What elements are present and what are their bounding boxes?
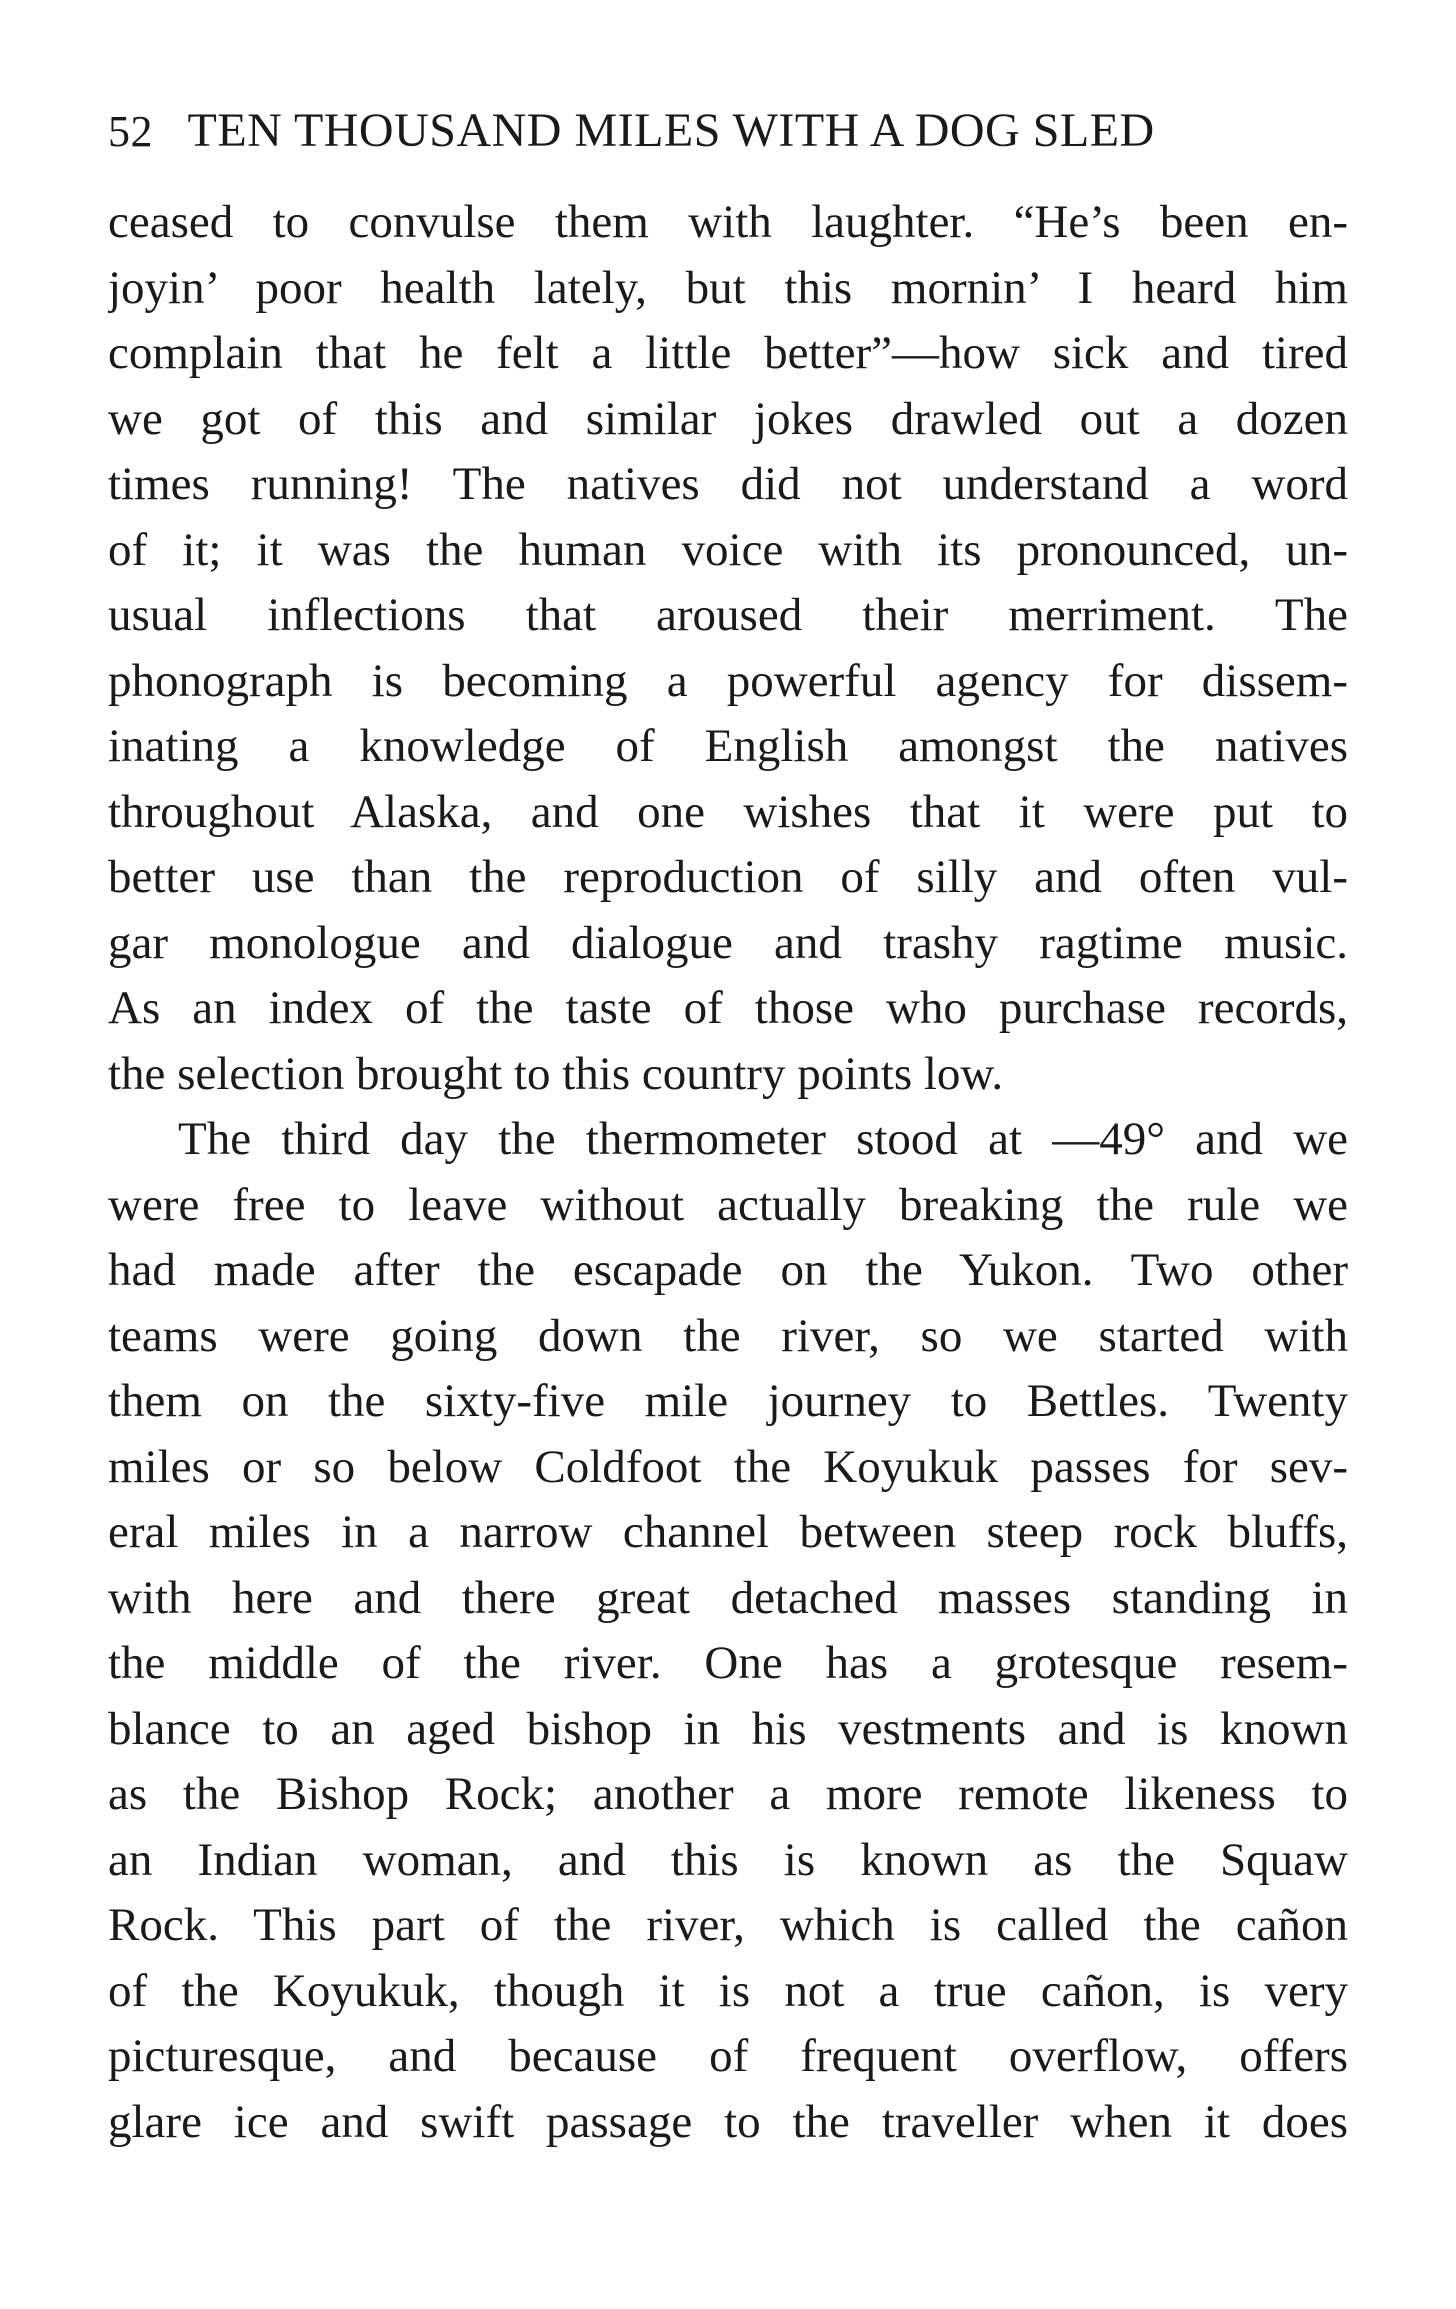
text-line: teams were going down the river, so we started with <box>108 1309 1348 1362</box>
text-line: usual inflections that aroused their merriment. The <box>108 589 1348 641</box>
text-line: with here and there great detached masses standing in <box>108 1571 1348 1624</box>
text-line: as the Bishop Rock; another a more remote likeness to <box>108 1768 1348 1820</box>
text-line: the middle of the river. One has a grotesque resem- <box>108 1637 1348 1689</box>
text-line: were free to leave without actually breaking the rule we <box>108 1178 1348 1231</box>
text-line: inating a knowledge of English amongst the natives <box>108 720 1348 772</box>
text-line: an Indian woman, and this is known as the Squaw <box>108 1833 1348 1886</box>
text-line: As an index of the taste of those who purchase records, <box>108 982 1348 1034</box>
text-line: The third day the thermometer stood at —49° and we <box>178 1113 1348 1165</box>
text-line: had made after the escapade on the Yukon. Two other <box>108 1244 1348 1296</box>
text-line: ceased to convulse them with laughter. “He’s been en- <box>108 196 1348 248</box>
text-line: gar monologue and dialogue and trashy ragtime music. <box>108 916 1348 969</box>
text-line: joyin’ poor health lately, but this mornin’ I heard him <box>108 261 1348 314</box>
book-title: TEN THOUSAND MILES WITH A DOG SLED <box>187 104 1155 157</box>
page-number: 52 <box>108 107 153 156</box>
running-head <box>108 96 1348 166</box>
text-line: better use than the reproduction of silly and often vul- <box>108 851 1348 903</box>
text-line: complain that he felt a little better”—how sick and tired <box>108 327 1348 379</box>
text-line: throughout Alaska, and one wishes that it were put to <box>108 785 1348 838</box>
text-line: picturesque, and because of frequent overflow, offers <box>108 2030 1348 2082</box>
text-line: phonograph is becoming a powerful agency for dissem- <box>108 654 1348 707</box>
text-line: miles or so below Coldfoot the Koyukuk passes for sev- <box>108 1440 1348 1493</box>
text-line: glare ice and swift passage to the traveller when it does <box>108 2095 1348 2148</box>
text-line: the selection brought to this country points low. <box>108 1047 1004 1100</box>
text-line: Rock. This part of the river, which is called the cañon <box>108 1899 1348 1951</box>
text-line: of the Koyukuk, though it is not a true cañon, is very <box>108 1964 1348 2017</box>
text-line: eral miles in a narrow channel between steep rock bluffs, <box>108 1506 1348 1558</box>
text-line: of it; it was the human voice with its pronounced, un- <box>108 523 1348 576</box>
text-line: we got of this and similar jokes drawled out a dozen <box>108 392 1348 445</box>
body-text <box>108 190 1348 2155</box>
text-line: them on the sixty-five mile journey to Bettles. Twenty <box>108 1375 1348 1427</box>
text-line: times running! The natives did not understand a word <box>108 458 1348 510</box>
text-line: blance to an aged bishop in his vestments and is known <box>108 1702 1348 1755</box>
